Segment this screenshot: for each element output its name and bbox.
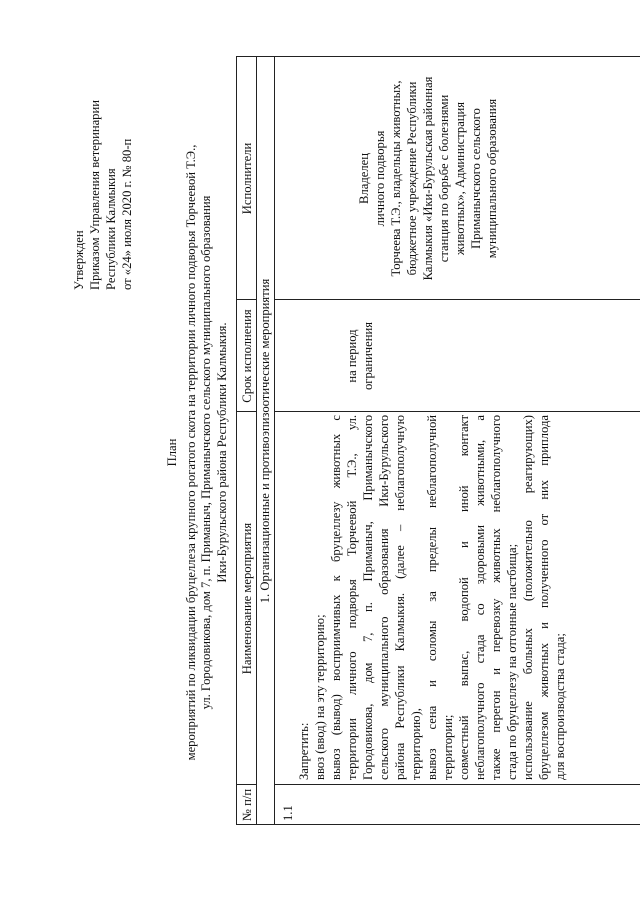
measure-line: Запретить: bbox=[297, 722, 311, 780]
measure-line: территории личного подворья Торчеевой Т.Э., ул. bbox=[345, 415, 359, 780]
executor-line: Калмыкия «Ики-Бурульская районная bbox=[421, 76, 435, 281]
measure-line: использование больных (положительно реагирующих) bbox=[521, 415, 535, 780]
executor-line: бюджетное учреждение Республики bbox=[405, 81, 419, 276]
executor-line: Приманычского сельского bbox=[469, 108, 483, 249]
title-line-2: ул. Городовикова, дом 7, п. Приманыч, Приманычского сельского муниципального образования bbox=[199, 195, 213, 710]
measure-line: также перегон и перевозку животных неблагополучного bbox=[489, 415, 503, 780]
approval-line-4: от «24» июля 2020 г. № 80-п bbox=[120, 138, 134, 290]
term-line-1: на период bbox=[345, 329, 359, 383]
header-term: Срок исполнения bbox=[240, 309, 254, 403]
measure-line: Городовикова, дом 7, п. Приманыч, Приманычского bbox=[361, 415, 375, 780]
executor-line: станция по борьбе с болезнями bbox=[437, 94, 451, 263]
table-border-left bbox=[236, 824, 640, 825]
approval-line-3: Республики Калмыкия bbox=[104, 168, 118, 290]
section-title: 1. Организационные и противоэпизоотические мероприятия bbox=[258, 278, 272, 604]
title-line-1: мероприятий по ликвидации бруцеллеза крупного рогатого скота на территории личного подворья Торчеевой Т.Э., bbox=[184, 144, 198, 761]
header-name: Наименование мероприятия bbox=[240, 522, 254, 675]
measure-line: совместный выпас, водопой и иной контакт bbox=[457, 415, 471, 780]
measure-line: бруцеллезом животных и полученного от них приплода bbox=[537, 415, 551, 780]
row-number: 1.1 bbox=[281, 805, 295, 821]
document-title: План bbox=[165, 438, 179, 467]
approval-line-1: Утвержден bbox=[72, 230, 86, 290]
col-rule-1 bbox=[274, 784, 640, 785]
measure-line: неблагополучного стада со здоровыми животными, а bbox=[473, 415, 487, 780]
header-executors: Исполнители bbox=[240, 142, 254, 215]
table-border-top bbox=[236, 56, 237, 825]
measure-line: вывоз сена и соломы за пределы неблагополучной bbox=[425, 415, 439, 780]
measure-line: вывоз (вывод) восприимчивых к бруцеллезу животных с bbox=[329, 415, 343, 780]
executor-line: Торчеева Т.Э., владельцы животных, bbox=[389, 80, 403, 277]
measure-line: сельского муниципального образования Ики-Бурульского bbox=[377, 415, 391, 780]
executor-line: личного подворья bbox=[373, 130, 387, 227]
measure-line: ввоз (ввод) на эту территорию; bbox=[313, 614, 327, 780]
measure-line: стада по бруцеллезу на отгонные пастбища; bbox=[505, 543, 519, 780]
measure-line: района Республики Калмыкия. (далее – неблагополучную bbox=[393, 415, 407, 780]
approval-line-2: Приказом Управления ветеринарии bbox=[88, 100, 102, 290]
measure-line: территорию), bbox=[409, 708, 423, 780]
measure-line: для воспроизводства стада; bbox=[553, 633, 567, 780]
title-line-3: Ики-Бурульского района Республики Калмыкия. bbox=[215, 322, 229, 583]
term-line-2: ограничения bbox=[361, 321, 375, 391]
section-rule bbox=[274, 56, 275, 825]
header-num: № п/п bbox=[240, 788, 254, 822]
measure-line: территории; bbox=[441, 714, 455, 780]
executor-line: животных», Администрация bbox=[453, 101, 467, 256]
col-rule-2 bbox=[274, 411, 640, 412]
executor-line: муниципального образования bbox=[485, 98, 499, 259]
executor-line: Владелец bbox=[357, 153, 371, 204]
